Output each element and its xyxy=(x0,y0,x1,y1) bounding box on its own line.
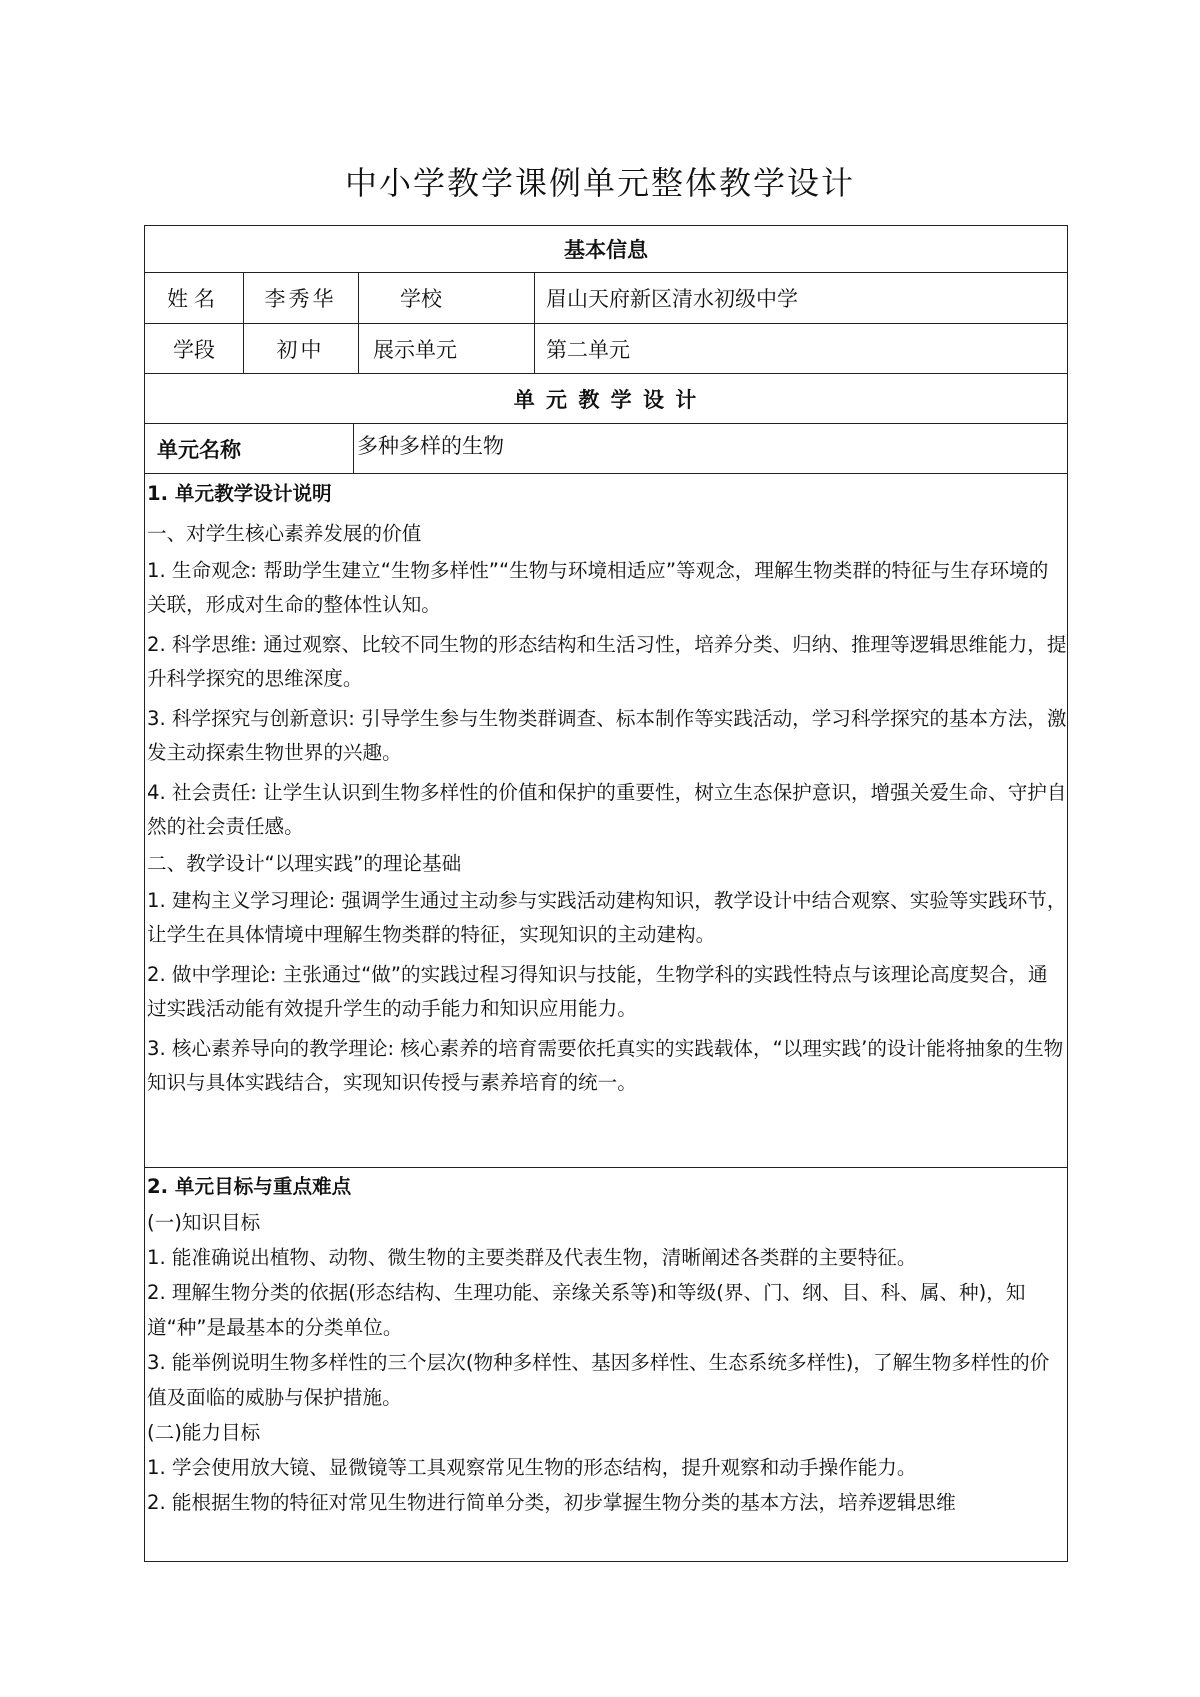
name-label: 姓名 xyxy=(167,287,221,311)
section1-item: 3. 核心素养导向的教学理论: 核心素养的培育需要依托真实的实践载体，“以理实践’的设计能将抽象的生物知识与具体实践结合，实现知识传授与素养培育的统一。 xyxy=(147,1037,1064,1094)
section1-item: 2. 科学思维: 通过观察、比较不同生物的形态结构和生活习性，培养分类、归纳、推理等逻辑思维能力，提升科学探究的思维深度。 xyxy=(147,633,1067,690)
unit-name-label: 单元名称 xyxy=(157,437,241,462)
section2-item: 3. 能举例说明生物多样性的三个层次(物种多样性、基因多样性、生态系统多样性)，了解生物多样性的价值及面临的威胁与保护措施。 xyxy=(147,1351,1050,1409)
name-value: 李秀华 xyxy=(264,287,337,311)
section1-heading: 1. 单元教学设计说明 xyxy=(147,482,332,505)
section2-item: 2. 能根据生物的特征对常见生物进行简单分类，初步掌握生物分类的基本方法，培养逻辑思维 xyxy=(147,1491,956,1514)
info-row-stage xyxy=(145,324,1067,374)
stage-label: 学段 xyxy=(173,337,215,362)
section-design-explanation xyxy=(145,474,1067,1168)
unit-value: 第二单元 xyxy=(546,337,630,362)
section1-sub2: 二、教学设计“以理实践”的理论基础 xyxy=(147,852,462,875)
stage-value: 初中 xyxy=(276,337,325,362)
unit-design-header-row xyxy=(145,374,1067,424)
section2-item: 1. 学会使用放大镜、显微镜等工具观察常见生物的形态结构，提升观察和动手操作能力。 xyxy=(147,1456,917,1479)
section2-heading: 2. 单元目标与重点难点 xyxy=(147,1175,352,1198)
section2-content xyxy=(145,1168,1067,1520)
section2-item: 2. 理解生物分类的依据(形态结构、生理功能、亲缘关系等)和等级(界、门、纲、目、科、属、种)，知道“种”是最基本的分类单位。 xyxy=(147,1281,1026,1339)
basic-info-header: 基本信息 xyxy=(564,238,648,262)
section-goals xyxy=(145,1168,1067,1561)
section1-item: 2. 做中学理论: 主张通过“做”的实践过程习得知识与技能，生物学科的实践性特点与该理论高度契合，通过实践活动能有效提升学生的动手能力和知识应用能力。 xyxy=(147,963,1048,1020)
info-row-name xyxy=(145,273,1067,324)
school-value: 眉山天府新区清水初级中学 xyxy=(546,287,798,311)
section1-item: 3. 科学探究与创新意识: 引导学生参与生物类群调查、标本制作等实践活动，学习科学探究的基本方法，激发主动探索生物世界的兴趣。 xyxy=(147,707,1067,764)
document-title: 中小学教学课例单元整体教学设计 xyxy=(344,164,855,202)
section2-item: 1. 能准确说出植物、动物、微生物的主要类群及代表生物，清晰阐述各类群的主要特征。 xyxy=(147,1246,917,1269)
school-label: 学校 xyxy=(400,287,442,311)
section2-sub1: (一)知识目标 xyxy=(147,1211,261,1234)
section1-item: 1. 建构主义学习理论: 强调学生通过主动参与实践活动建构知识，教学设计中结合观察、实验等实践环节，让学生在具体情境中理解生物类群的特征，实现知识的主动建构。 xyxy=(147,889,1067,946)
section1-sub1: 一、对学生核心素养发展的价值 xyxy=(147,522,422,545)
section1-item: 4. 社会责任: 让学生认识到生物多样性的价值和保护的重要性，树立生态保护意识，增强关爱生命、守护自然的社会责任感。 xyxy=(147,781,1067,838)
section1-item: 1. 生命观念: 帮助学生建立“生物多样性”“生物与环境相适应”等观念，理解生物类群的特征与生存环境的关联，形成对生命的整体性认知。 xyxy=(147,559,1049,616)
unit-label: 展示单元 xyxy=(373,337,457,362)
section1-content xyxy=(145,474,1067,1100)
unit-design-header: 单 元 教 学 设 计 xyxy=(513,387,699,412)
unit-name-row xyxy=(145,424,1067,474)
basic-info-header-row xyxy=(145,226,1067,273)
design-table xyxy=(144,225,1068,1562)
unit-name-value: 多种多样的生物 xyxy=(357,434,504,458)
section2-sub2: (二)能力目标 xyxy=(147,1421,261,1444)
